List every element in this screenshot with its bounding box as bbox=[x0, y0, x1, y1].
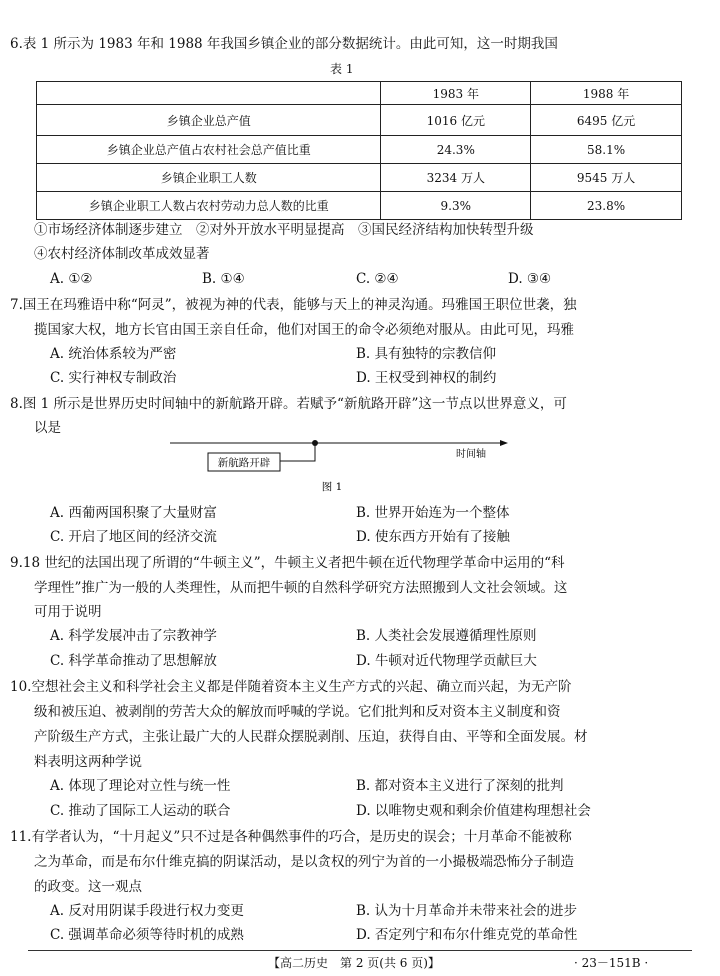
q10-option-c[interactable]: C. 推动了国际工人运动的联合 bbox=[50, 803, 231, 819]
axis-arrow-icon bbox=[500, 440, 508, 446]
table-row bbox=[37, 164, 682, 192]
table-cell: 24.3% bbox=[381, 136, 531, 164]
q10-option-d[interactable]: D. 以唯物史观和剩余价值建构理想社会 bbox=[356, 803, 591, 819]
q11-stem-line3: 的政变。这一观点 bbox=[34, 879, 142, 895]
q10-option-b[interactable]: B. 都对资本主义进行了深刻的批判 bbox=[356, 778, 564, 794]
q10-stem-line3: 产阶级生产方式，主张让最广大的人民群众摆脱剥削、压迫，获得自由、平等和全面发展。材 bbox=[34, 729, 588, 745]
q8-option-b[interactable]: B. 世界开始连为一个整体 bbox=[356, 505, 510, 521]
footer-page-info: 【高二历史 第 2 页(共 6 页)】 bbox=[268, 956, 440, 970]
q8-stem-line1: 8.图 1 所示是世界历史时间轴中的新航路开辟。若赋予“新航路开辟”这一节点以世界意义，可 bbox=[10, 396, 567, 412]
q10-stem-line4: 料表明这两种学说 bbox=[34, 754, 142, 770]
q7-stem-line2: 揽国家大权，地方长官由国王亲自任命，他们对国王的命令必须绝对服从。由此可见，玛雅 bbox=[34, 322, 574, 338]
q6-items-line1: ①市场经济体制逐步建立 ②对外开放水平明显提高 ③国民经济结构加快转型升级 bbox=[34, 222, 534, 238]
q10-stem-line1: 10.空想社会主义和科学社会主义都是伴随着资本主义生产方式的兴起、确立而兴起，为无产阶 bbox=[10, 679, 572, 695]
q11-stem-line1: 11.有学者认为，“十月起义”只不过是各种偶然事件的巧合，是历史的误会；十月革命不能被称 bbox=[10, 829, 572, 845]
q7-option-d[interactable]: D. 王权受到神权的制约 bbox=[356, 370, 497, 386]
q11-option-a[interactable]: A. 反对用阴谋手段进行权力变更 bbox=[50, 903, 244, 919]
q6-option-d[interactable]: D. ③④ bbox=[508, 271, 552, 287]
timeline-figure bbox=[168, 430, 508, 500]
q9-option-c[interactable]: C. 科学革命推动了思想解放 bbox=[50, 653, 217, 669]
q10-stem-line2: 级和被压迫、被剥削的劳苦大众的解放而呼喊的学说。它们批判和反对资本主义制度和资 bbox=[34, 704, 561, 720]
table-header-cell: 1983 年 bbox=[381, 82, 531, 105]
q8-option-d[interactable]: D. 使东西方开始有了接触 bbox=[356, 529, 510, 545]
table-cell: 6495 亿元 bbox=[531, 105, 682, 136]
table-header-cell bbox=[37, 82, 381, 105]
table-cell: 乡镇企业总产值占农村社会总产值比重 bbox=[37, 136, 381, 164]
figure-caption: 图 1 bbox=[321, 481, 343, 493]
q9-option-a[interactable]: A. 科学发展冲击了宗教神学 bbox=[50, 628, 217, 644]
axis-label: 时间轴 bbox=[456, 449, 486, 460]
table-cell: 58.1% bbox=[531, 136, 682, 164]
q6-items-line2: ④农村经济体制改革成效显著 bbox=[34, 246, 210, 262]
q7-option-a[interactable]: A. 统治体系较为严密 bbox=[50, 346, 177, 362]
q7-option-c[interactable]: C. 实行神权专制政治 bbox=[50, 370, 177, 386]
data-table bbox=[36, 81, 682, 220]
q8-option-a[interactable]: A. 西葡两国积聚了大量财富 bbox=[50, 505, 217, 521]
table-caption: 表 1 bbox=[330, 62, 354, 76]
q8-stem-line2: 以是 bbox=[34, 420, 61, 436]
table-cell: 9545 万人 bbox=[531, 164, 682, 192]
table-header-row bbox=[37, 82, 682, 105]
table-header-cell: 1988 年 bbox=[531, 82, 682, 105]
table-cell: 3234 万人 bbox=[381, 164, 531, 192]
table-cell: 1016 亿元 bbox=[381, 105, 531, 136]
q8-option-c[interactable]: C. 开启了地区间的经济交流 bbox=[50, 529, 217, 545]
q9-stem-line1: 9.18 世纪的法国出现了所谓的“牛顿主义”，牛顿主义者把牛顿在近代物理学革命中运用的“科 bbox=[10, 555, 565, 571]
table-cell: 23.8% bbox=[531, 192, 682, 220]
q11-option-c[interactable]: C. 强调革命必须等待时机的成熟 bbox=[50, 927, 244, 943]
footer-rule bbox=[28, 950, 692, 951]
q7-stem-line1: 7.国王在玛雅语中称“阿灵”，被视为神的代表，能够与天上的神灵沟通。玛雅国王职位世袭，独 bbox=[10, 297, 577, 313]
q6-option-c[interactable]: C. ②④ bbox=[356, 271, 399, 287]
q11-option-d[interactable]: D. 否定列宁和布尔什维克党的革命性 bbox=[356, 927, 578, 943]
q9-option-b[interactable]: B. 人类社会发展遵循理性原则 bbox=[356, 628, 537, 644]
table-cell: 乡镇企业总产值 bbox=[37, 105, 381, 136]
table-cell: 乡镇企业职工人数 bbox=[37, 164, 381, 192]
q11-stem-line2: 之为革命，而是布尔什维克搞的阴谋活动，是以贪权的列宁为首的一小撮极端恐怖分子制造 bbox=[34, 854, 574, 870]
node-connector bbox=[280, 443, 315, 461]
q9-stem-line2: 学理性”推广为一般的人类理性，从而把牛顿的自然科学研究方法照搬到人文社会领域。这 bbox=[34, 580, 568, 596]
q7-option-b[interactable]: B. 具有独特的宗教信仰 bbox=[356, 346, 497, 362]
table-row bbox=[37, 136, 682, 164]
q6-stem: 6.表 1 所示为 1983 年和 1988 年我国乡镇企业的部分数据统计。由此可知，这一时期我国 bbox=[10, 36, 558, 52]
q9-option-d[interactable]: D. 牛顿对近代物理学贡献巨大 bbox=[356, 653, 537, 669]
table-row bbox=[37, 105, 682, 136]
q11-option-b[interactable]: B. 认为十月革命并未带来社会的进步 bbox=[356, 903, 578, 919]
table-row bbox=[37, 192, 682, 220]
table-cell: 乡镇企业职工人数占农村劳动力总人数的比重 bbox=[37, 192, 381, 220]
q6-option-b[interactable]: B. ①④ bbox=[202, 271, 245, 287]
table-cell: 9.3% bbox=[381, 192, 531, 220]
q10-option-a[interactable]: A. 体现了理论对立性与统一性 bbox=[50, 778, 231, 794]
node-label: 新航路开辟 bbox=[217, 457, 271, 469]
footer-code: · 23－151B · bbox=[574, 956, 649, 970]
q9-stem-line3: 可用于说明 bbox=[34, 604, 102, 620]
q6-option-a[interactable]: A. ①② bbox=[50, 271, 93, 287]
page-footer bbox=[0, 952, 720, 972]
